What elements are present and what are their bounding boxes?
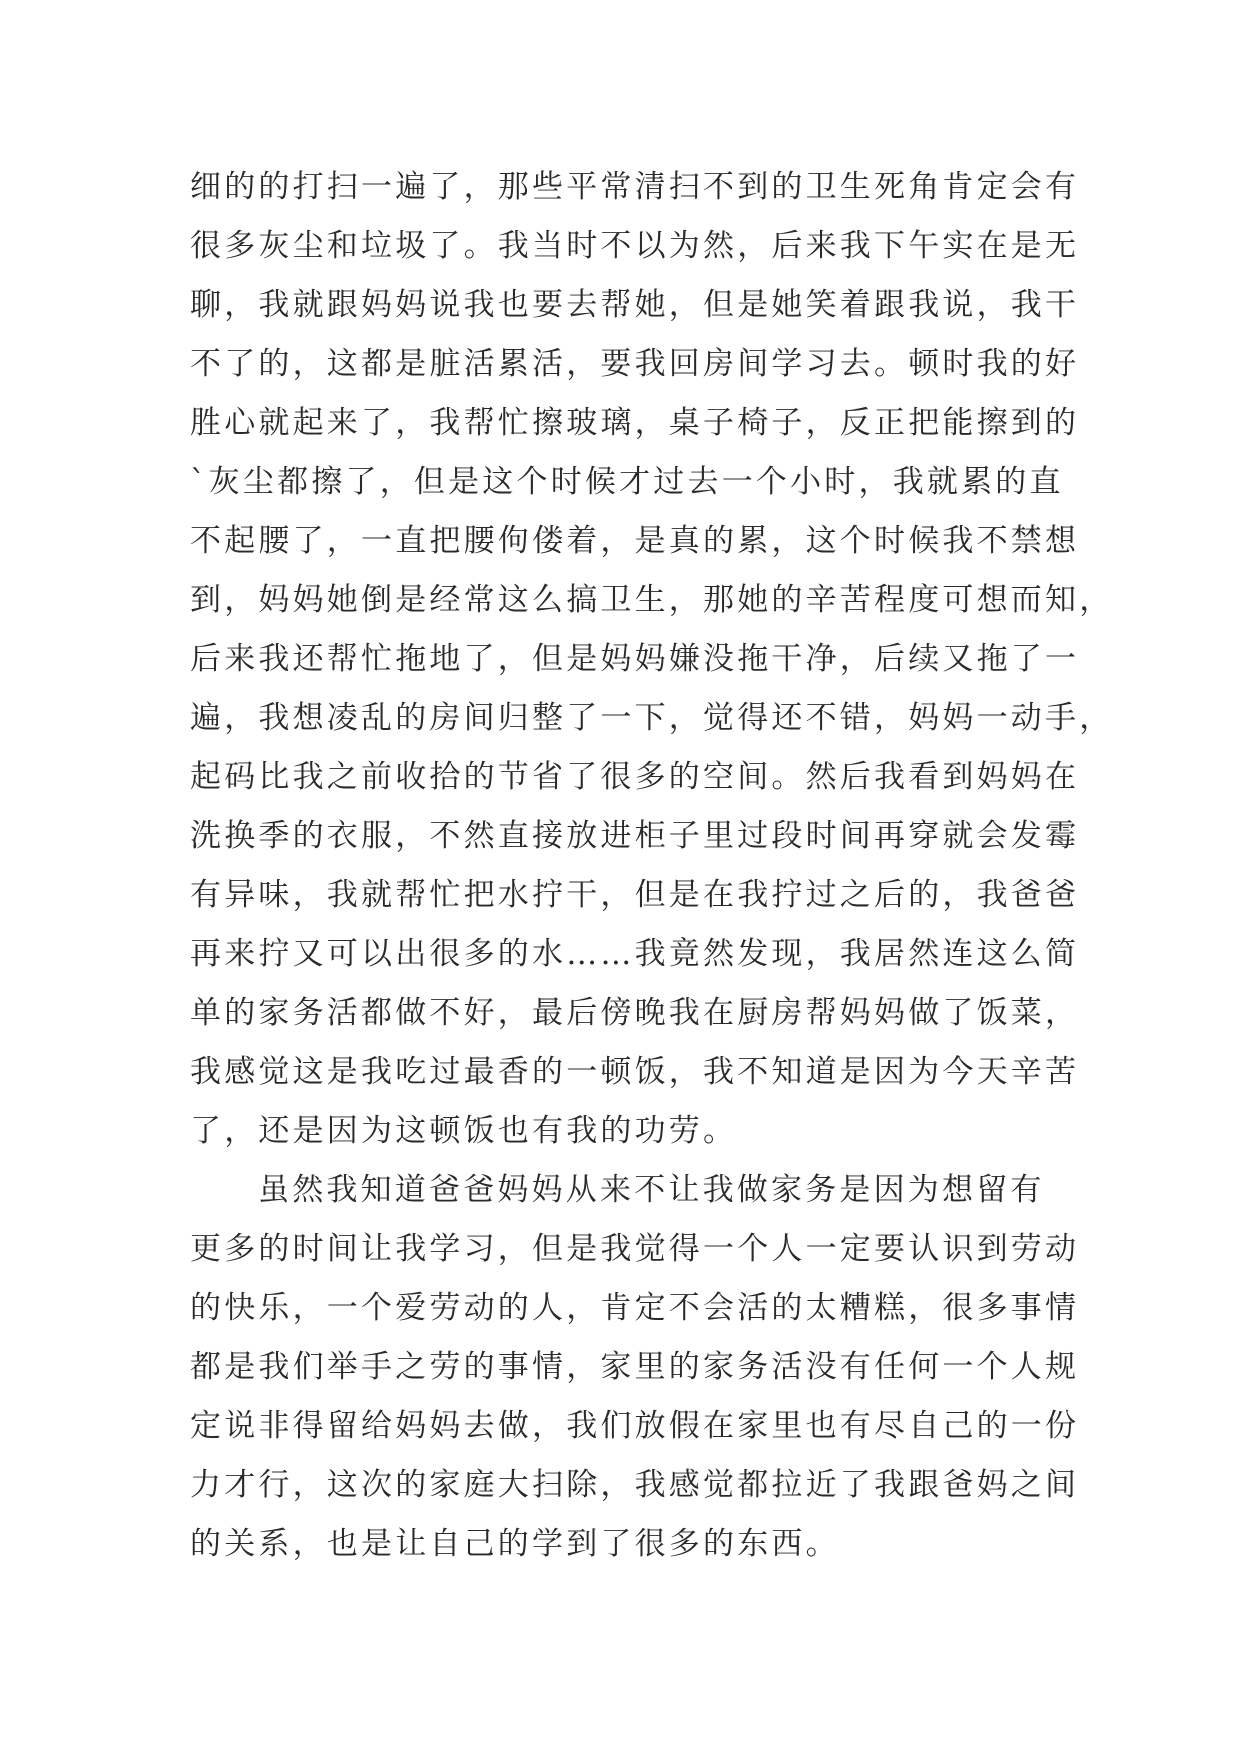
text-line: 的关系，也是让自己的学到了很多的东西。 bbox=[190, 1526, 840, 1562]
text-line: 不了的，这都是脏活累活，要我回房间学习去。顿时我的好 bbox=[190, 346, 1080, 382]
text-line: 不起腰了，一直把腰佝偻着，是真的累，这个时候我不禁想 bbox=[190, 523, 1080, 559]
text-line: 再来拧又可以出很多的水……我竟然发现，我居然连这么简 bbox=[190, 936, 1080, 972]
essay-body bbox=[190, 158, 1114, 1574]
paragraph-1 bbox=[190, 158, 1114, 1161]
text-line: 遍，我想凌乱的房间归整了一下，觉得还不错，妈妈一动手， bbox=[190, 700, 1114, 736]
text-line: 洗换季的衣服，不然直接放进柜子里过段时间再穿就会发霉 bbox=[190, 818, 1080, 854]
text-line: 更多的时间让我学习，但是我觉得一个人一定要认识到劳动 bbox=[190, 1231, 1080, 1267]
text-line: `灰尘都擦了，但是这个时候才过去一个小时，我就累的直 bbox=[190, 464, 1064, 500]
text-line: 都是我们举手之劳的事情，家里的家务活没有任何一个人规 bbox=[190, 1349, 1080, 1385]
text-line: 虽然我知道爸爸妈妈从来不让我做家务是因为想留有 bbox=[258, 1172, 1045, 1208]
text-line: 有异味，我就帮忙把水拧干，但是在我拧过之后的，我爸爸 bbox=[190, 877, 1080, 913]
text-line: 单的家务活都做不好，最后傍晚我在厨房帮妈妈做了饭菜， bbox=[190, 995, 1080, 1031]
text-line: 起码比我之前收拾的节省了很多的空间。然后我看到妈妈在 bbox=[190, 759, 1080, 795]
text-line: 的快乐，一个爱劳动的人，肯定不会活的太糟糕，很多事情 bbox=[190, 1290, 1080, 1326]
paragraph-2 bbox=[190, 1161, 1080, 1574]
text-line: 我感觉这是我吃过最香的一顿饭，我不知道是因为今天辛苦 bbox=[190, 1054, 1080, 1090]
text-line: 力才行，这次的家庭大扫除，我感觉都拉近了我跟爸妈之间 bbox=[190, 1467, 1080, 1503]
text-line: 很多灰尘和垃圾了。我当时不以为然，后来我下午实在是无 bbox=[190, 228, 1080, 264]
text-line: 定说非得留给妈妈去做，我们放假在家里也有尽自己的一份 bbox=[190, 1408, 1080, 1444]
text-line: 胜心就起来了，我帮忙擦玻璃，桌子椅子，反正把能擦到的 bbox=[190, 405, 1080, 441]
text-line: 聊，我就跟妈妈说我也要去帮她，但是她笑着跟我说，我干 bbox=[190, 287, 1080, 323]
text-line: 到，妈妈她倒是经常这么搞卫生，那她的辛苦程度可想而知， bbox=[190, 582, 1114, 618]
text-line: 细的的打扫一遍了，那些平常清扫不到的卫生死角肯定会有 bbox=[190, 169, 1080, 205]
text-line: 了，还是因为这顿饭也有我的功劳。 bbox=[190, 1113, 738, 1149]
text-line: 后来我还帮忙拖地了，但是妈妈嫌没拖干净，后续又拖了一 bbox=[190, 641, 1080, 677]
